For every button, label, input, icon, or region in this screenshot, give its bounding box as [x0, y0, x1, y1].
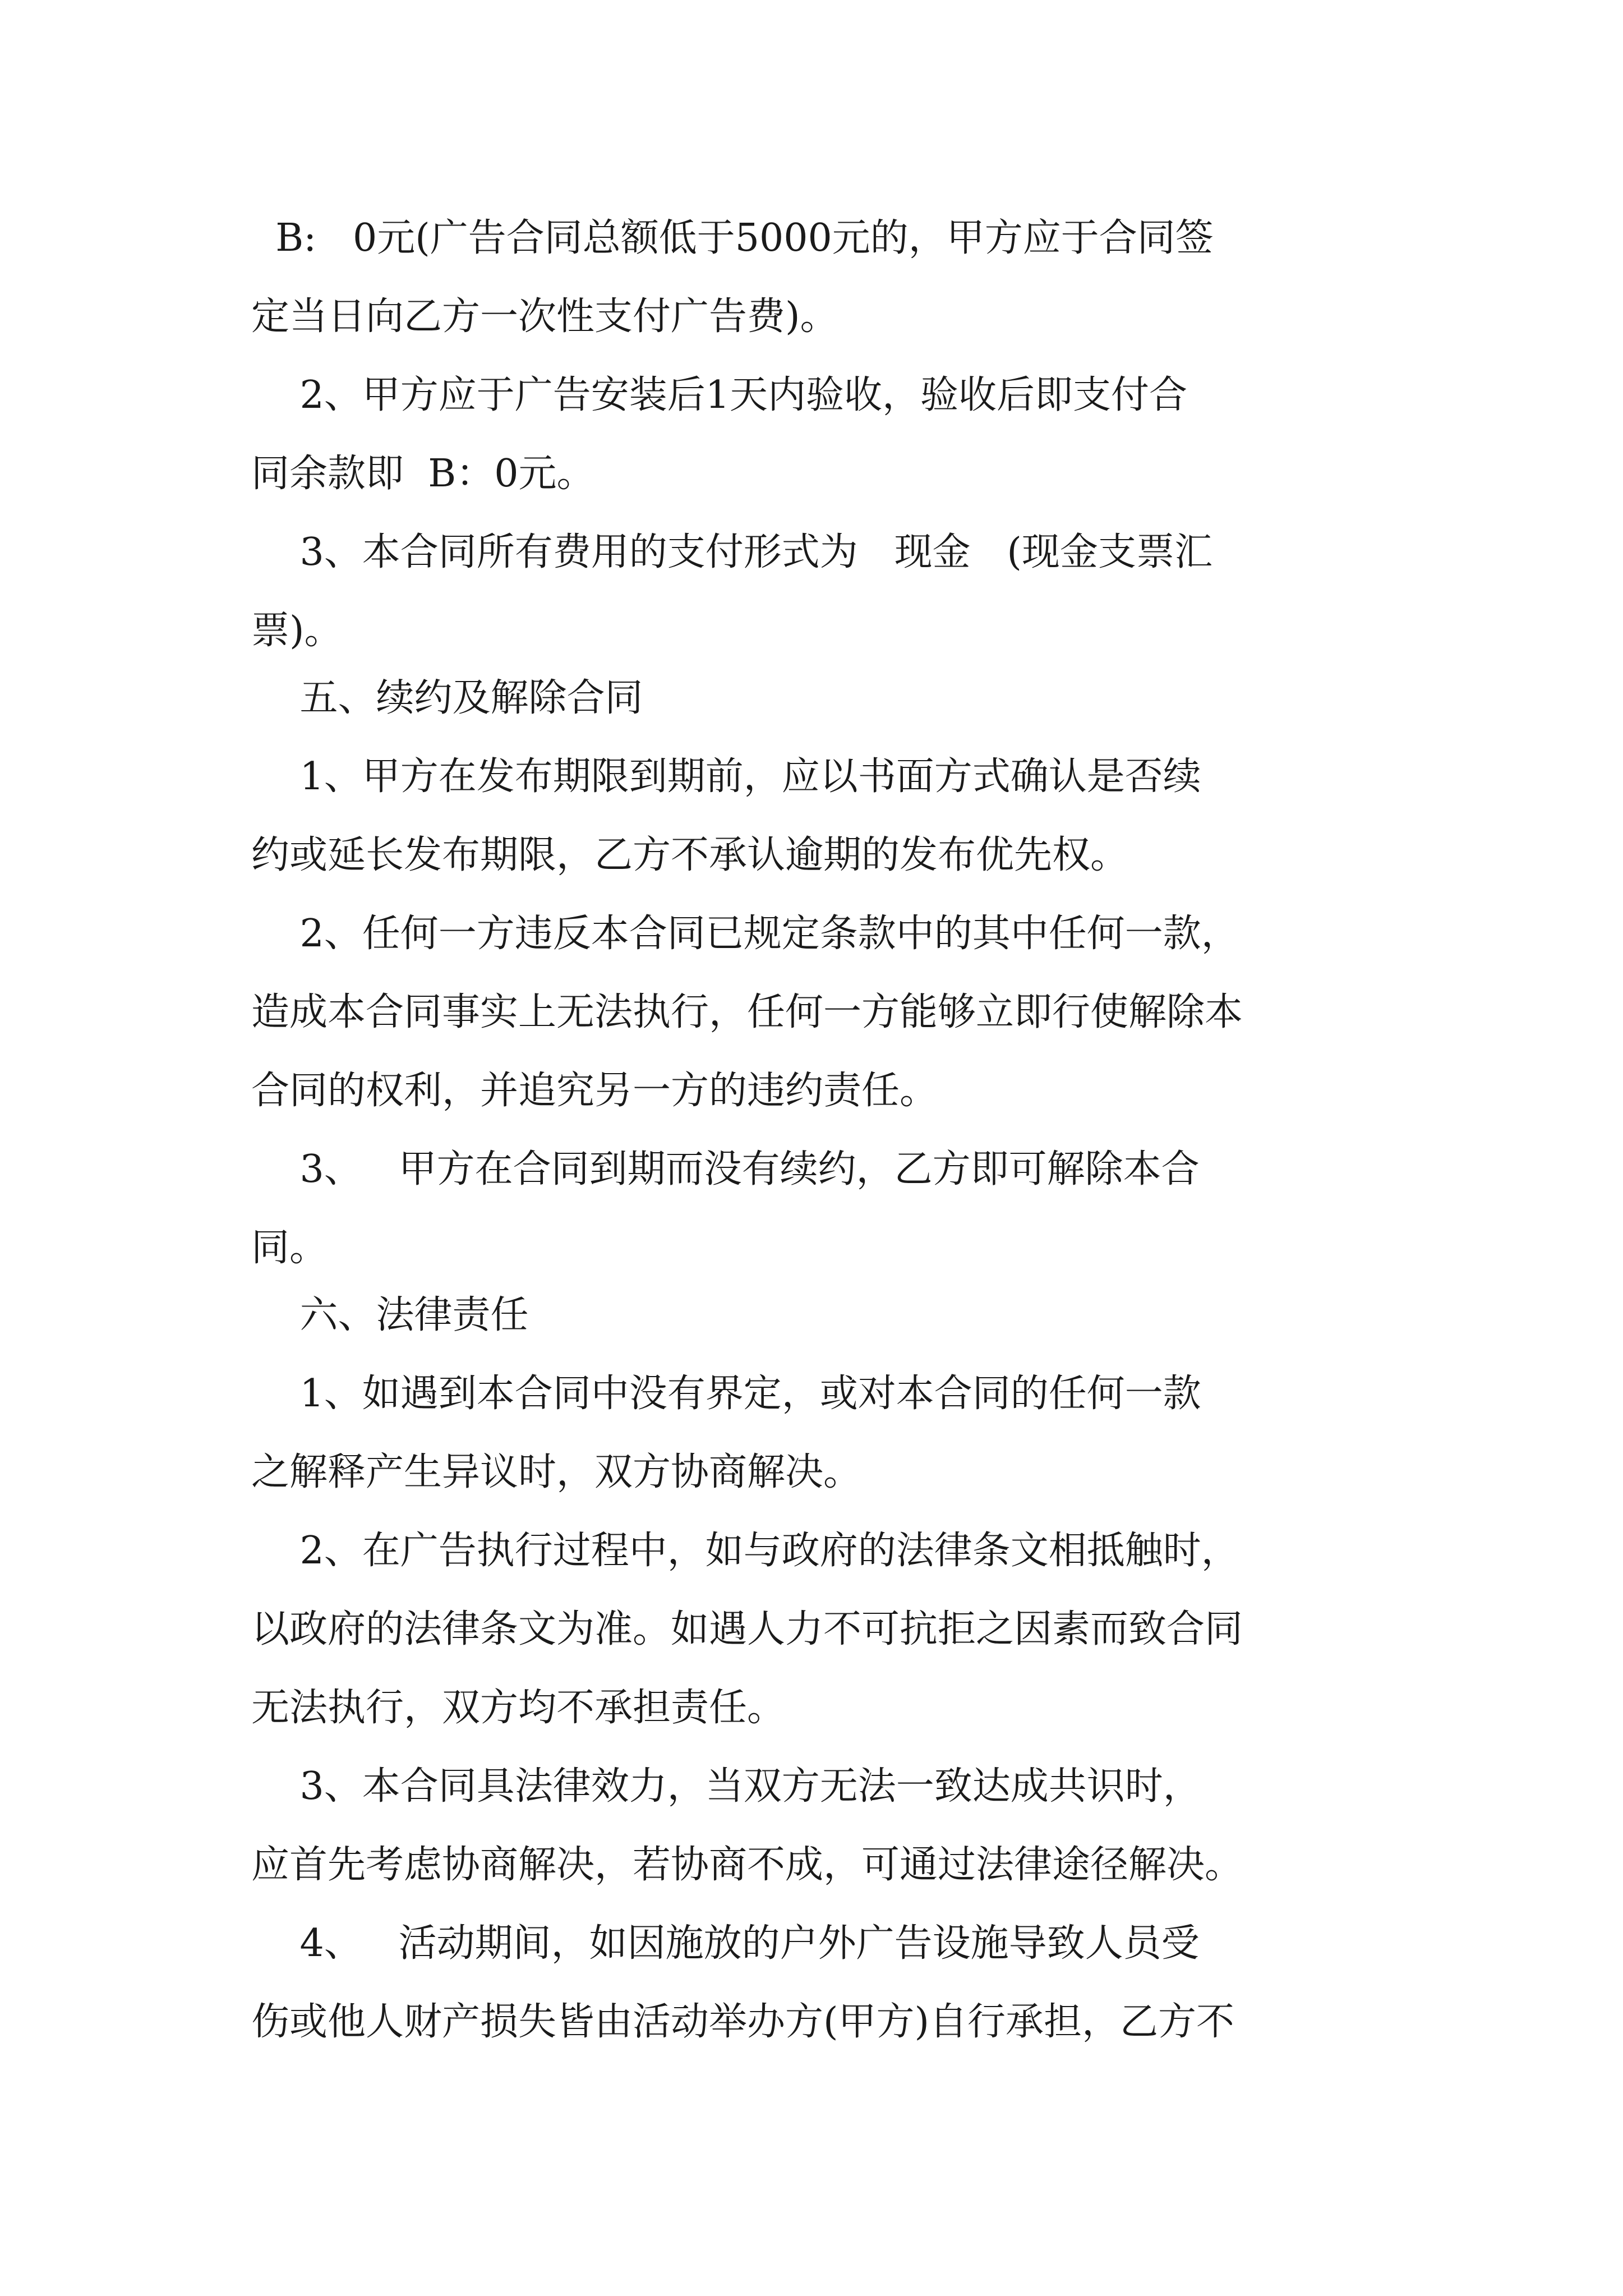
text-line: 之解释产生异议时，双方协商解决。 [251, 1450, 862, 1494]
text-line: B: 0元(广告合同总额低于5000元的，甲方应于合同签 [251, 216, 1214, 260]
text-line: 票)。 [251, 609, 343, 653]
text-line: 定当日向乙方一次性支付广告费)。 [251, 295, 838, 339]
text-line: 伤或他人财产损失皆由活动举办方(甲方)自行承担，乙方不 [251, 2000, 1235, 2044]
text-line: 以政府的法律条文为准。如遇人力不可抗拒之因素而致合同 [251, 1607, 1243, 1651]
text-line: 1、甲方在发布期限到期前，应以书面方式确认是否续 [251, 754, 1201, 799]
section-heading: 五、续约及解除合同 [251, 676, 643, 720]
text-line: 3、本合同所有费用的支付形式为 现金 (现金支票汇 [251, 530, 1212, 574]
text-line: 2、甲方应于广告安装后1天内验收，验收后即支付合 [251, 373, 1187, 417]
text-line: 3、 甲方在合同到期而没有续约，乙方即可解除本合 [251, 1147, 1200, 1191]
text-line: 约或延长发布期限，乙方不承认逾期的发布优先权。 [251, 833, 1129, 877]
text-line: 同余款即 B：0元。 [251, 452, 595, 496]
text-line: 造成本合同事实上无法执行，任何一方能够立即行使解除本 [251, 990, 1243, 1034]
text-line: 4、 活动期间，如因施放的户外广告设施导致人员受 [251, 1921, 1200, 1966]
text-line: 2、在广告执行过程中，如与政府的法律条文相抵触时， [251, 1529, 1239, 1573]
text-line: 无法执行，双方均不承担责任。 [251, 1686, 786, 1730]
text-line: 2、任何一方违反本合同已规定条款中的其中任何一款， [251, 912, 1239, 956]
text-line: 3、本合同具法律效力，当双方无法一致达成共识时， [251, 1764, 1201, 1809]
text-line: 应首先考虑协商解决，若协商不成，可通过法律途径解决。 [251, 1843, 1243, 1887]
text-line: 同。 [251, 1226, 328, 1270]
text-line: 合同的权利，并追究另一方的违约责任。 [251, 1069, 938, 1113]
section-heading: 六、法律责任 [251, 1293, 529, 1337]
text-line: 1、如遇到本合同中没有界定，或对本合同的任何一款 [251, 1372, 1201, 1416]
